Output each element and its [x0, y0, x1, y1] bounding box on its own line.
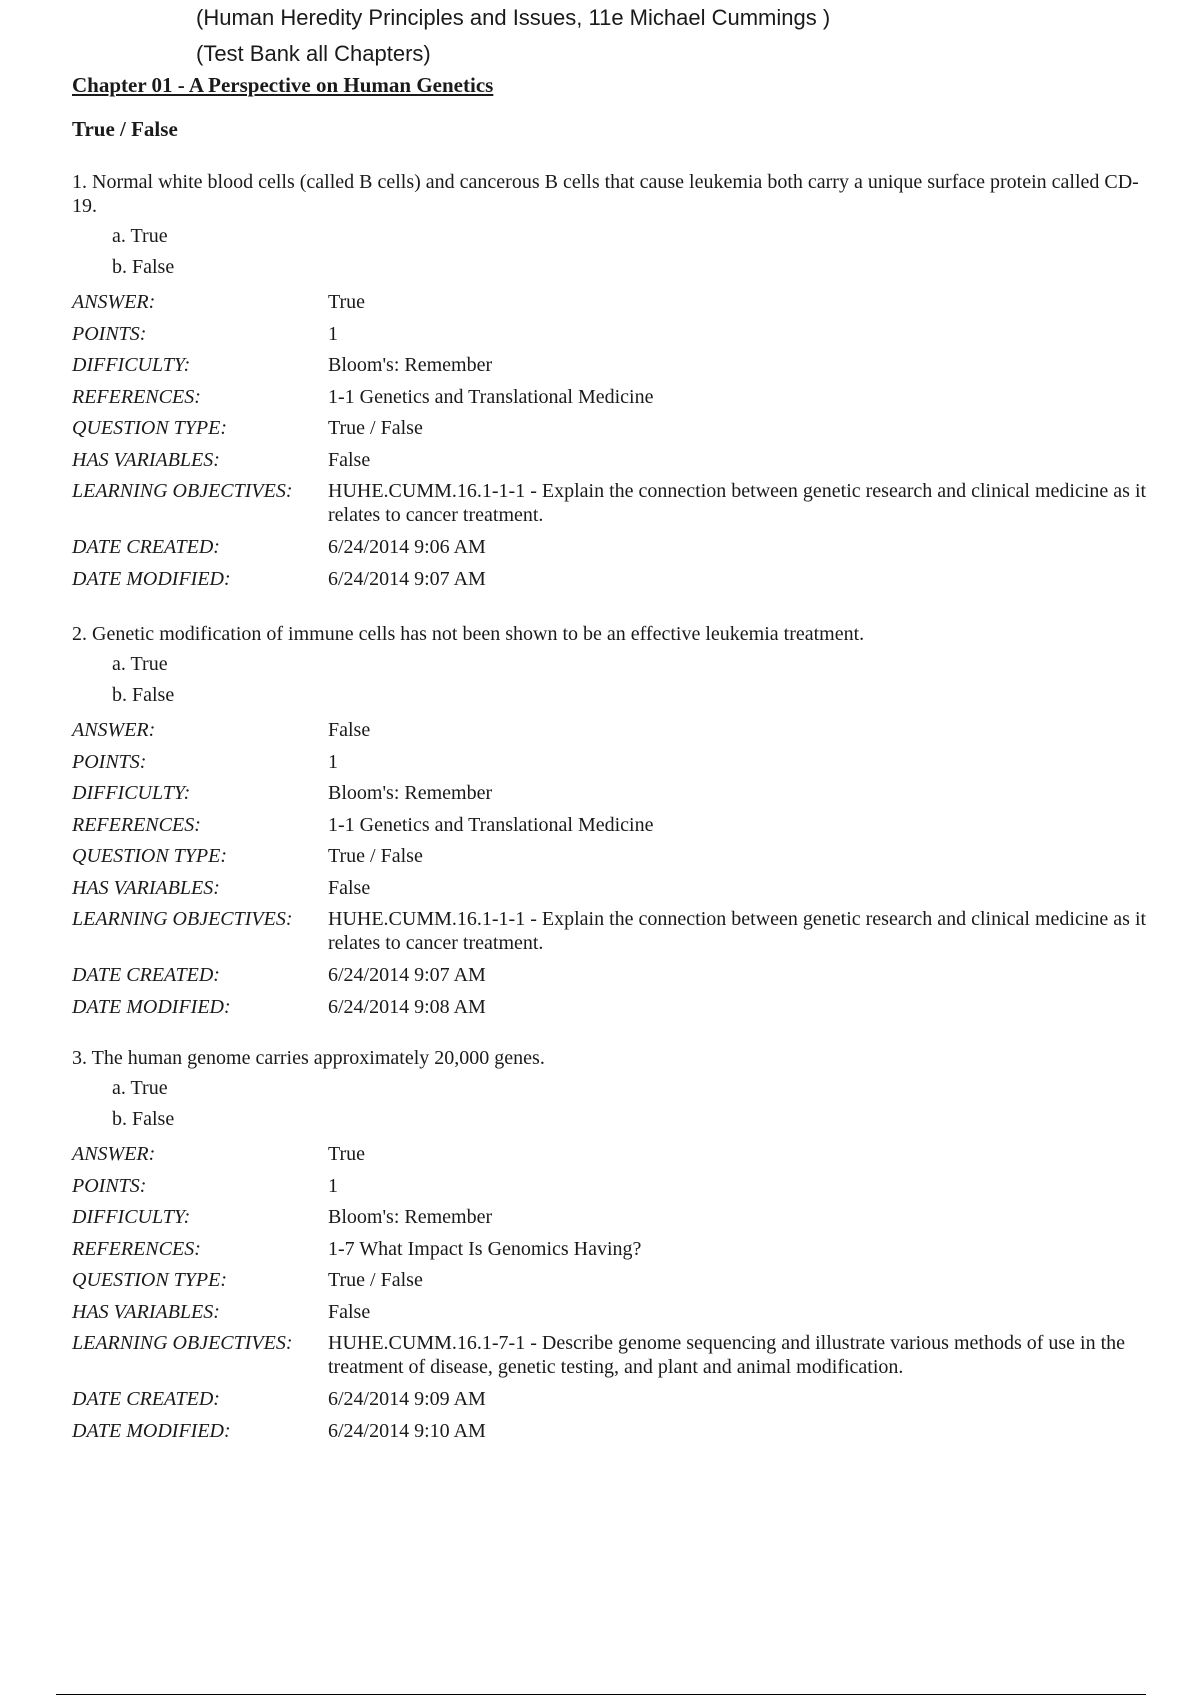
- question-type-row: [72, 413, 1162, 445]
- has-variables-row: [72, 873, 1162, 905]
- question-metadata: [72, 287, 1162, 595]
- difficulty-label: DIFFICULTY:: [72, 1206, 191, 1228]
- question-type-row: [72, 1265, 1162, 1297]
- date-created-row: [72, 532, 1162, 564]
- answer-row: [72, 715, 1162, 747]
- question-metadata: [72, 715, 1162, 1023]
- question-type-value: True / False: [328, 1269, 423, 1291]
- points-row: [72, 747, 1162, 779]
- points-row: [72, 319, 1162, 351]
- references-value: 1-7 What Impact Is Genomics Having?: [328, 1237, 642, 1260]
- references-row: [72, 382, 1162, 414]
- learning-objectives-label: LEARNING OBJECTIVES:: [72, 908, 293, 930]
- book-title: (Human Heredity Principles and Issues, 11e Michael Cummings ): [196, 5, 831, 30]
- learning-objectives-row: [72, 1328, 1162, 1384]
- date-created-value: 6/24/2014 9:09 AM: [328, 1388, 486, 1410]
- date-created-label: DATE CREATED:: [72, 964, 220, 986]
- answer-value: True: [328, 1143, 366, 1165]
- date-created-label: DATE CREATED:: [72, 1388, 220, 1410]
- question-text: 2. Genetic modification of immune cells has not been shown to be an effective leukemia treatment.: [72, 623, 865, 645]
- footer-divider: [56, 1694, 1146, 1695]
- references-label: REFERENCES:: [72, 813, 201, 836]
- answer-options: [112, 649, 1162, 711]
- answer-row: [72, 287, 1162, 319]
- difficulty-label: DIFFICULTY:: [72, 782, 191, 804]
- points-label: POINTS:: [72, 750, 147, 773]
- option-true: a. True: [112, 225, 168, 247]
- references-row: [72, 810, 1162, 842]
- section-title: True / False: [72, 117, 178, 141]
- question-type-value: True / False: [328, 845, 423, 867]
- date-created-value: 6/24/2014 9:06 AM: [328, 536, 486, 558]
- option-false: b. False: [112, 1108, 175, 1130]
- option-false: b. False: [112, 684, 175, 706]
- answer-options: [112, 1073, 1162, 1135]
- answer-value: True: [328, 291, 366, 313]
- option-true: a. True: [112, 653, 168, 675]
- references-row: [72, 1234, 1162, 1266]
- points-label: POINTS:: [72, 1174, 147, 1197]
- date-modified-value: 6/24/2014 9:10 AM: [328, 1419, 486, 1442]
- answer-row: [72, 1139, 1162, 1171]
- question-type-value: True / False: [328, 417, 423, 439]
- difficulty-value: Bloom's: Remember: [328, 782, 493, 804]
- has-variables-label: HAS VARIABLES:: [72, 1300, 220, 1323]
- chapter-title: Chapter 01 - A Perspective on Human Genetics: [72, 73, 494, 97]
- learning-objectives-row: [72, 476, 1162, 532]
- learning-objectives-value: HUHE.CUMM.16.1-7-1 - Describe genome sequencing and illustrate various methods of use in the treatment of disease, genetic testing, and plant and animal modification.: [328, 1332, 1126, 1378]
- has-variables-row: [72, 445, 1162, 477]
- learning-objectives-value: HUHE.CUMM.16.1-1-1 - Explain the connection between genetic research and clinical medicine as it relates to cancer treatment.: [328, 480, 1147, 526]
- points-value: 1: [328, 322, 338, 345]
- document-subtitle: (Test Bank all Chapters): [196, 41, 431, 66]
- date-created-label: DATE CREATED:: [72, 536, 220, 558]
- date-modified-value: 6/24/2014 9:07 AM: [328, 567, 486, 590]
- difficulty-row: [72, 350, 1162, 382]
- question-2: [72, 622, 1162, 1023]
- date-modified-label: DATE MODIFIED:: [72, 995, 231, 1018]
- date-modified-row: [72, 564, 1162, 596]
- learning-objectives-label: LEARNING OBJECTIVES:: [72, 480, 293, 502]
- has-variables-value: False: [328, 876, 371, 899]
- points-value: 1: [328, 750, 338, 773]
- learning-objectives-label: LEARNING OBJECTIVES:: [72, 1332, 293, 1354]
- difficulty-value: Bloom's: Remember: [328, 354, 493, 376]
- references-label: REFERENCES:: [72, 385, 201, 408]
- date-modified-label: DATE MODIFIED:: [72, 1419, 231, 1442]
- learning-objectives-value: HUHE.CUMM.16.1-1-1 - Explain the connection between genetic research and clinical medicine as it relates to cancer treatment.: [328, 908, 1147, 954]
- has-variables-label: HAS VARIABLES:: [72, 876, 220, 899]
- date-created-value: 6/24/2014 9:07 AM: [328, 964, 486, 986]
- has-variables-label: HAS VARIABLES:: [72, 448, 220, 471]
- date-modified-row: [72, 1416, 1162, 1448]
- difficulty-label: DIFFICULTY:: [72, 354, 191, 376]
- answer-value: False: [328, 719, 371, 741]
- question-type-label: QUESTION TYPE:: [72, 845, 228, 867]
- answer-label: ANSWER:: [72, 291, 156, 313]
- difficulty-row: [72, 1202, 1162, 1234]
- answer-label: ANSWER:: [72, 1143, 156, 1165]
- question-1: [72, 170, 1162, 595]
- question-text: 1. Normal white blood cells (called B cells) and cancerous B cells that cause leukemia both carry a unique surface protein called CD-19.: [72, 171, 1139, 217]
- date-modified-value: 6/24/2014 9:08 AM: [328, 995, 486, 1018]
- date-created-row: [72, 1384, 1162, 1416]
- learning-objectives-row: [72, 904, 1162, 960]
- question-type-label: QUESTION TYPE:: [72, 1269, 228, 1291]
- has-variables-row: [72, 1297, 1162, 1329]
- points-row: [72, 1171, 1162, 1203]
- date-modified-label: DATE MODIFIED:: [72, 567, 231, 590]
- difficulty-row: [72, 778, 1162, 810]
- option-false: b. False: [112, 256, 175, 278]
- question-type-row: [72, 841, 1162, 873]
- references-value: 1-1 Genetics and Translational Medicine: [328, 385, 654, 408]
- points-value: 1: [328, 1174, 338, 1197]
- answer-label: ANSWER:: [72, 719, 156, 741]
- difficulty-value: Bloom's: Remember: [328, 1206, 493, 1228]
- option-true: a. True: [112, 1077, 168, 1099]
- answer-options: [112, 221, 1162, 283]
- has-variables-value: False: [328, 448, 371, 471]
- references-value: 1-1 Genetics and Translational Medicine: [328, 813, 654, 836]
- points-label: POINTS:: [72, 322, 147, 345]
- date-created-row: [72, 960, 1162, 992]
- references-label: REFERENCES:: [72, 1237, 201, 1260]
- has-variables-value: False: [328, 1300, 371, 1323]
- question-metadata: [72, 1139, 1162, 1447]
- date-modified-row: [72, 992, 1162, 1024]
- question-3: [72, 1046, 1162, 1447]
- question-type-label: QUESTION TYPE:: [72, 417, 228, 439]
- question-text: 3. The human genome carries approximately 20,000 genes.: [72, 1047, 545, 1069]
